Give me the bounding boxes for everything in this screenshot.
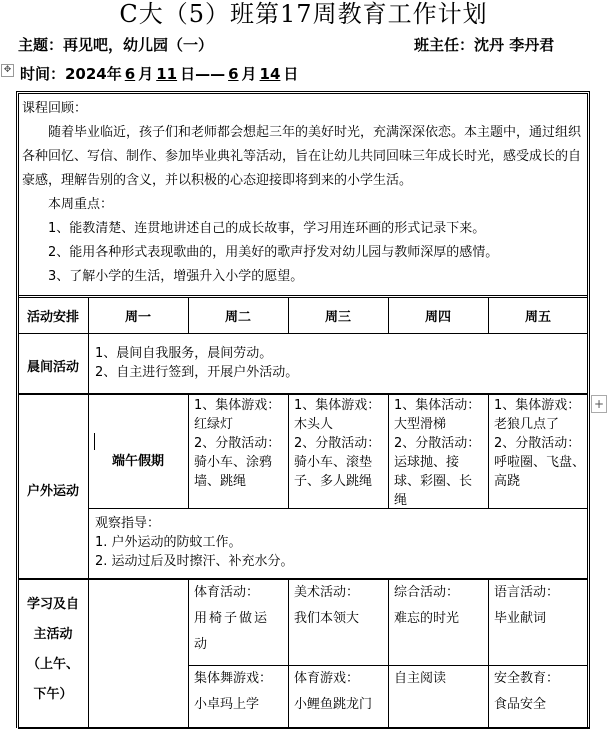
outdoor-friday — [494, 396, 588, 491]
activity-name: 难忘的时光 — [394, 611, 460, 626]
text-cursor — [94, 433, 95, 450]
monday-holiday: 端午假期 — [111, 454, 164, 469]
study-label — [18, 590, 88, 710]
morning-label: 晨间活动 — [26, 360, 79, 375]
month-label: 月 — [241, 65, 257, 83]
cell-line: 运球抛、接 — [394, 455, 460, 470]
cell-line: 绳 — [394, 493, 408, 508]
activity-type: 语言活动： — [494, 585, 560, 600]
header-thursday: 周四 — [424, 310, 451, 325]
activity-name: 小卓玛上学 — [194, 697, 260, 712]
study-label-line: 学习及自 — [26, 597, 79, 612]
range-dash: 日—— — [180, 65, 226, 83]
cell-line: 墙、跳绳 — [194, 474, 247, 489]
cell-line: 红绿灯 — [194, 417, 234, 432]
cell-line: 呼啦圈、飞盘、 — [494, 455, 586, 470]
study-tuesday-2 — [194, 666, 286, 718]
activity-name: 动 — [194, 637, 208, 652]
cell-line: 木头人 — [294, 417, 334, 432]
month-label: 月 — [138, 65, 154, 83]
activity-type: 自主阅读 — [394, 671, 447, 686]
theme-label: 主题：再见吧，幼儿园（一） — [18, 36, 214, 54]
study-label-line: （上午、 — [26, 657, 79, 672]
observe-line: 1. 户外运动的防蚊工作。 — [95, 535, 242, 550]
cell-line: 1、集体游戏： — [194, 398, 281, 413]
morning-line: 2、自主进行签到，开展户外活动。 — [95, 365, 299, 380]
observe-label: 观察指导： — [95, 516, 161, 531]
divider — [88, 297, 89, 727]
header-friday: 周五 — [524, 310, 551, 325]
divider — [88, 508, 588, 509]
activity-name: 毕业献词 — [494, 611, 547, 626]
morning-line: 1、晨间自我服务，晨间劳动。 — [95, 346, 273, 361]
study-thursday-1 — [394, 580, 486, 632]
focus-item: 2、能用各种形式表现歌曲的，用美好的歌声抒发对幼儿园与教师深厚的感情。 — [48, 245, 499, 260]
divider — [188, 579, 189, 727]
divider — [488, 394, 489, 509]
study-wednesday-2 — [294, 666, 388, 718]
activity-name: 我们本领大 — [294, 611, 360, 626]
header-monday: 周一 — [124, 310, 151, 325]
observe-line: 2. 运动过后及时擦汗、补充水分。 — [95, 554, 294, 569]
focus-item: 1、能教清楚、连贯地讲述自己的成长故事，学习用连环画的形式记录下来。 — [48, 221, 486, 236]
day-label: 日 — [283, 65, 299, 83]
end-day: 14 — [259, 65, 281, 83]
outdoor-label: 户外运动 — [26, 484, 79, 499]
cell-line: 老狼几点了 — [494, 417, 560, 432]
teachers-label: 班主任：沈丹 李丹君 — [414, 36, 555, 54]
focus-label: 本周重点： — [48, 197, 114, 212]
cell-line: 骑小车、滚垫 — [294, 455, 373, 470]
cell-line: 子、多人跳绳 — [294, 474, 373, 489]
add-column-icon[interactable]: + — [591, 395, 607, 413]
cell-line: 2、分散活动： — [194, 436, 281, 451]
page-title: C大（5）班第17周教育工作计划 — [119, 0, 488, 28]
table-move-handle-icon[interactable]: ✥ — [1, 64, 14, 77]
study-thursday-2 — [394, 666, 486, 692]
course-review — [22, 97, 582, 289]
cell-line: 2、分散活动： — [494, 436, 581, 451]
outdoor-thursday — [394, 396, 486, 510]
study-tuesday-1 — [194, 580, 286, 658]
activity-type: 综合活动： — [394, 585, 460, 600]
study-wednesday-1 — [294, 580, 386, 632]
divider — [388, 394, 389, 509]
study-friday-2 — [494, 666, 586, 718]
review-label: 课程回顾： — [22, 101, 88, 116]
header-wednesday: 周三 — [324, 310, 351, 325]
divider — [18, 393, 588, 395]
activity-type: 安全教育： — [494, 671, 560, 686]
cell-line: 2、分散活动： — [294, 436, 381, 451]
divider — [188, 394, 189, 509]
outdoor-wednesday — [294, 396, 386, 491]
divider — [18, 727, 590, 729]
cell-line: 2、分散活动： — [394, 436, 481, 451]
focus-item: 3、了解小学的生活，增强升入小学的愿望。 — [48, 269, 304, 284]
activity-name: 用椅子做运 — [194, 611, 270, 626]
time-prefix: 时间：2024年 — [20, 65, 122, 83]
activity-type: 美术活动： — [294, 585, 360, 600]
study-friday-1 — [494, 580, 586, 632]
cell-line: 1、集体活动： — [394, 398, 481, 413]
cell-line: 1、集体游戏： — [294, 398, 381, 413]
study-label-line: 主活动 — [33, 627, 73, 642]
activity-name: 小鲤鱼跳龙门 — [294, 697, 373, 712]
activity-type: 体育游戏： — [294, 671, 360, 686]
cell-line: 骑小车、涂鸦 — [194, 455, 273, 470]
divider — [488, 579, 489, 727]
divider — [18, 295, 588, 298]
cell-line: 球、彩圈、长 — [394, 474, 473, 489]
header-tuesday: 周二 — [224, 310, 251, 325]
divider — [388, 579, 389, 727]
review-paragraph: 随着毕业临近，孩子们和老师都会想起三年的美好时光，充满深深依恋。本主题中，通过组织各种回忆、写信、制作、参加毕业典礼等活动，旨在让幼儿共同回味三年成长时光，感受成长的自豪感，理解告别的含义，并以积极的心态迎接即将到来的小学生活。 — [22, 125, 582, 188]
cell-line: 1、集体游戏： — [494, 398, 581, 413]
outdoor-tuesday — [194, 396, 286, 491]
cell-line: 高跷 — [494, 474, 521, 489]
study-label-line: 下午） — [33, 687, 73, 702]
divider — [288, 394, 289, 509]
cell-line: 大型滑梯 — [394, 417, 447, 432]
activity-type: 集体舞游戏： — [194, 671, 273, 686]
time-range — [20, 63, 298, 84]
header-activity: 活动安排 — [26, 310, 79, 325]
divider — [288, 579, 289, 727]
activity-name: 食品安全 — [494, 697, 547, 712]
start-month: 6 — [124, 65, 136, 83]
start-day: 11 — [156, 65, 178, 83]
activity-type: 体育活动： — [194, 585, 260, 600]
end-month: 6 — [228, 65, 239, 83]
